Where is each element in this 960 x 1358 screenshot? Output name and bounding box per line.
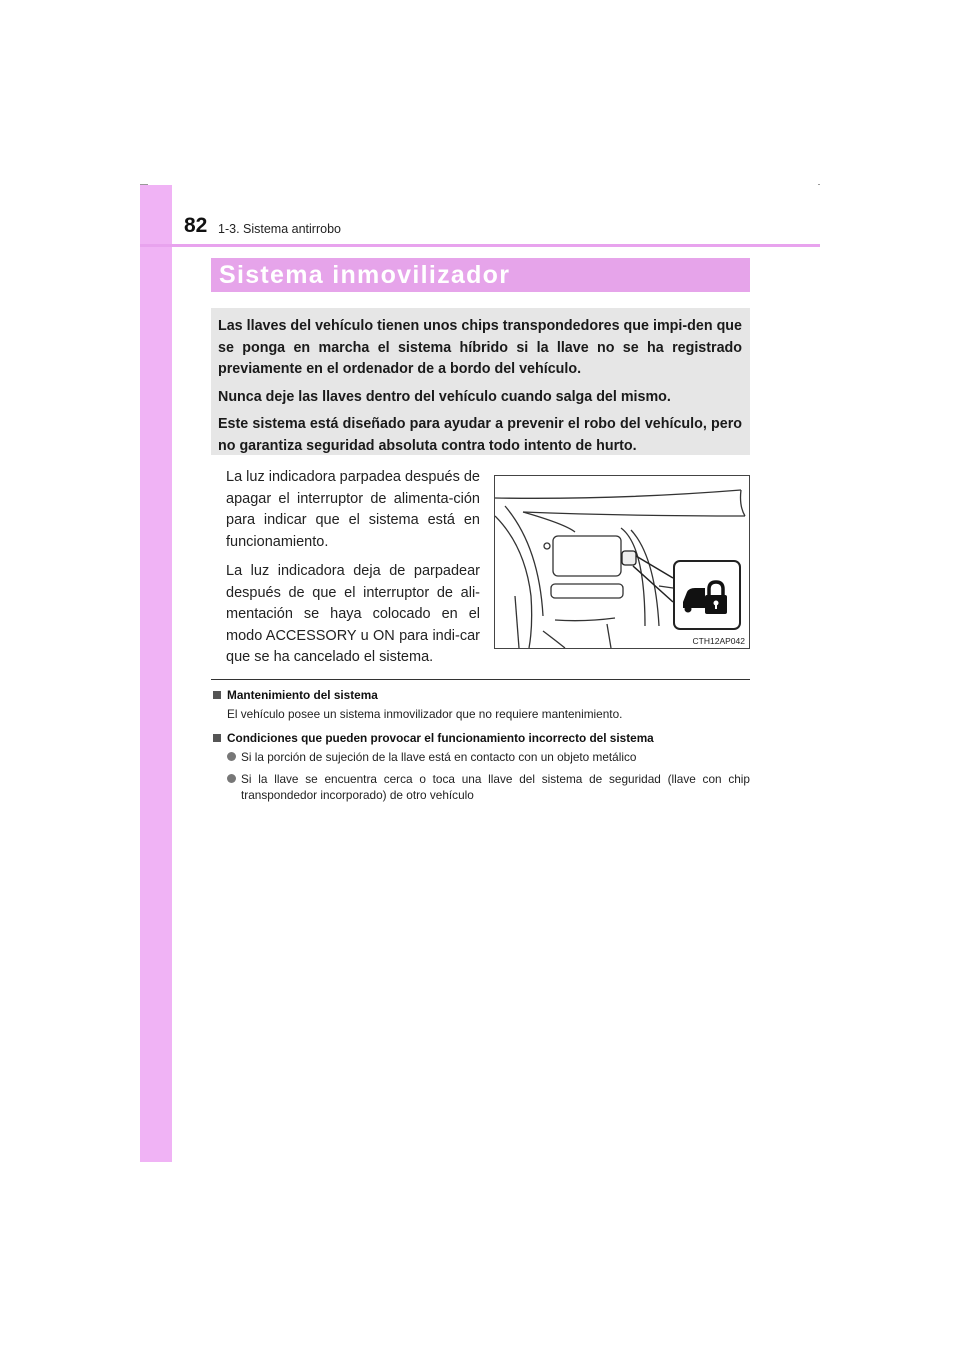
crop-mark [818, 184, 820, 185]
summary-box [211, 308, 750, 455]
square-bullet-icon [213, 734, 221, 742]
notes-section [211, 687, 750, 809]
header-rule [140, 244, 820, 247]
list-item-text: Si la porción de sujeción de la llave está en contacto con un objeto metálico [241, 750, 637, 764]
car-lock-indicator-callout [673, 560, 741, 630]
note-heading-maintenance [211, 687, 750, 703]
circle-bullet-icon [227, 774, 236, 783]
figure-code: CTH12AP042 [692, 636, 745, 646]
list-item [227, 771, 750, 803]
summary-paragraph: Este sistema está diseñado para ayudar a prevenir el robo del vehículo, pero no garantiza seguridad absoluta contra todo intento de hurto. [218, 416, 742, 454]
note-heading-conditions [211, 730, 750, 746]
body-paragraph: La luz indicadora parpadea después de apagar el interruptor de alimenta-ción para indicar que el sistema está en funcionamiento. [226, 469, 480, 550]
note-heading-text: Mantenimiento del sistema [227, 688, 378, 702]
side-tab [140, 185, 172, 1162]
list-item [227, 749, 750, 765]
summary-paragraph: Las llaves del vehículo tienen unos chips transpondedores que impi-den que se ponga en marcha el sistema híbrido si la llave no se ha registrado previamente en el ordenador de a bordo del vehículo. [218, 318, 742, 377]
section-title: Sistema inmovilizador [219, 261, 511, 289]
body-text [226, 467, 480, 677]
page-number: 82 [184, 214, 208, 237]
section-title-bar [211, 258, 750, 292]
car-lock-icon [675, 562, 739, 628]
summary-paragraph: Nunca deje las llaves dentro del vehículo cuando salga del mismo. [218, 388, 671, 405]
section-divider [211, 679, 750, 680]
crop-mark [140, 184, 148, 185]
note-heading-text: Condiciones que pueden provocar el funcionamiento incorrecto del sistema [227, 731, 654, 745]
note-body-maintenance: El vehículo posee un sistema inmovilizador que no requiere mantenimiento. [227, 707, 623, 721]
section-label: 1-3. Sistema antirrobo [218, 222, 341, 236]
square-bullet-icon [213, 691, 221, 699]
list-item-text: Si la llave se encuentra cerca o toca una llave del sistema de seguridad (llave con chip transpondedor incorporado) de otro vehículo [241, 772, 750, 802]
circle-bullet-icon [227, 752, 236, 761]
body-paragraph: La luz indicadora deja de parpadear después de que el interruptor de ali-mentación se haya colocado en el modo ACCESSORY u ON para indi-car que se ha cancelado el sistema. [226, 563, 480, 665]
dashboard-illustration [494, 475, 750, 649]
